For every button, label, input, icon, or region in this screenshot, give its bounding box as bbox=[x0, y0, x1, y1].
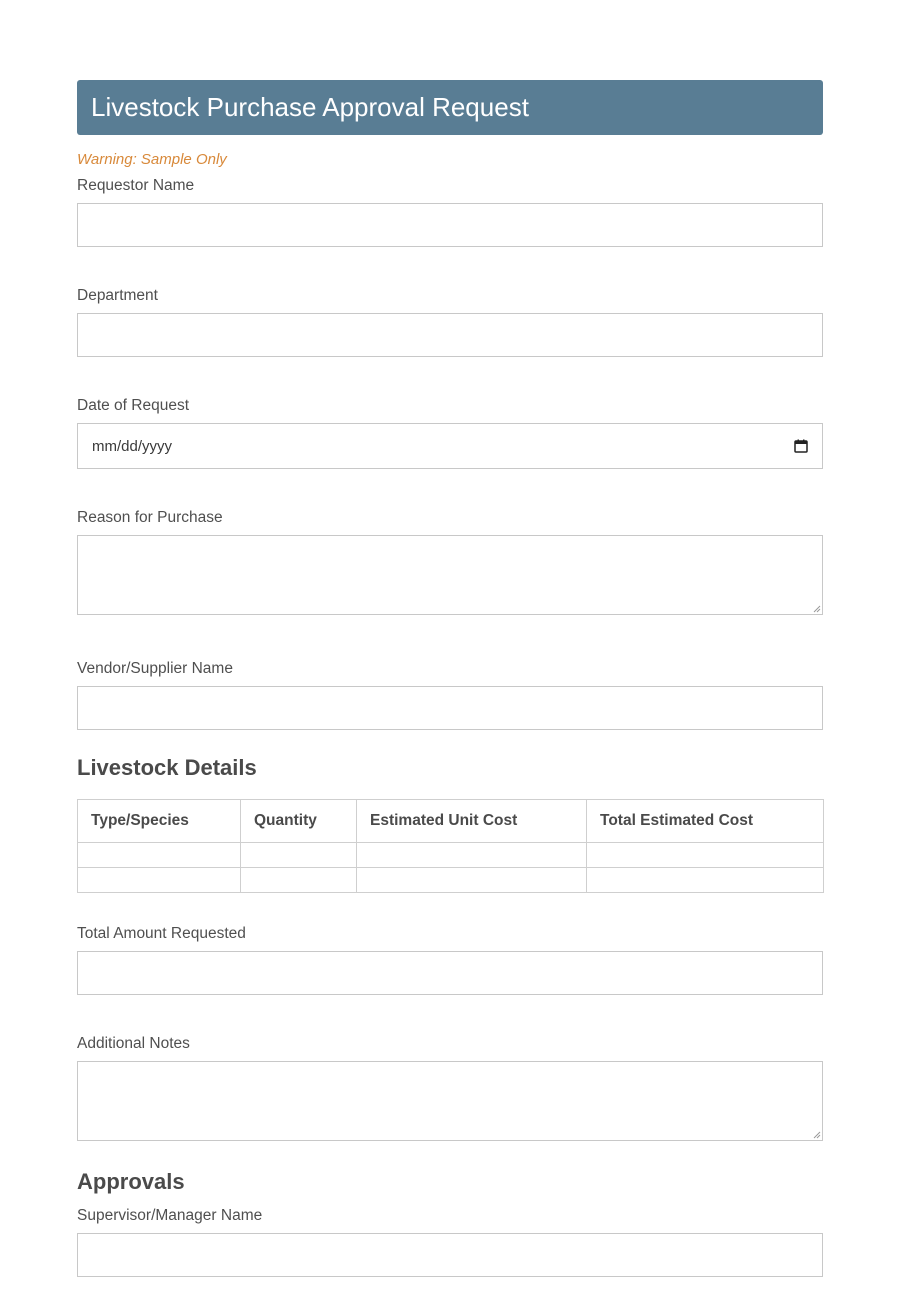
form-title: Livestock Purchase Approval Request bbox=[91, 92, 529, 122]
approvals-heading: Approvals bbox=[77, 1169, 185, 1194]
total-amount-group bbox=[77, 925, 823, 995]
vendor-input[interactable] bbox=[77, 686, 823, 730]
department-label: Department bbox=[77, 287, 158, 304]
table-cell[interactable] bbox=[357, 868, 587, 893]
total-amount-input[interactable] bbox=[77, 951, 823, 995]
form-title-bar bbox=[77, 80, 823, 135]
date-of-request-label: Date of Request bbox=[77, 397, 190, 414]
requestor-name-group bbox=[77, 177, 823, 247]
requestor-name-label: Requestor Name bbox=[77, 177, 195, 194]
table-cell[interactable] bbox=[587, 843, 824, 868]
column-header-quantity: Quantity bbox=[241, 800, 357, 843]
table-row bbox=[78, 843, 824, 868]
table-cell[interactable] bbox=[241, 868, 357, 893]
requestor-name-input[interactable] bbox=[77, 203, 823, 247]
reason-group bbox=[77, 509, 823, 615]
reason-textarea[interactable] bbox=[77, 535, 823, 615]
table-cell[interactable] bbox=[587, 868, 824, 893]
supervisor-name-label: Supervisor/Manager Name bbox=[77, 1207, 263, 1224]
date-placeholder: mm/dd/yyyy bbox=[92, 437, 173, 455]
additional-notes-textarea[interactable] bbox=[77, 1061, 823, 1141]
additional-notes-label: Additional Notes bbox=[77, 1035, 190, 1052]
livestock-details-table bbox=[77, 799, 824, 893]
resize-grip-icon[interactable] bbox=[813, 1131, 821, 1139]
total-amount-label: Total Amount Requested bbox=[77, 925, 246, 942]
department-input[interactable] bbox=[77, 313, 823, 357]
vendor-label: Vendor/Supplier Name bbox=[77, 660, 233, 677]
calendar-icon[interactable] bbox=[794, 439, 808, 453]
approvals-section bbox=[77, 1169, 823, 1277]
column-header-type-species: Type/Species bbox=[78, 800, 241, 843]
sample-warning: Warning: Sample Only bbox=[77, 151, 227, 168]
additional-notes-group bbox=[77, 1035, 823, 1141]
vendor-group bbox=[77, 660, 823, 730]
date-of-request-group bbox=[77, 397, 823, 469]
supervisor-name-input[interactable] bbox=[77, 1233, 823, 1277]
table-cell[interactable] bbox=[357, 843, 587, 868]
date-of-request-input[interactable] bbox=[77, 423, 823, 469]
table-cell[interactable] bbox=[78, 843, 241, 868]
supervisor-name-group bbox=[77, 1207, 823, 1277]
resize-grip-icon[interactable] bbox=[813, 605, 821, 613]
table-cell[interactable] bbox=[241, 843, 357, 868]
column-header-total-cost: Total Estimated Cost bbox=[587, 800, 824, 843]
table-row bbox=[78, 868, 824, 893]
column-header-unit-cost: Estimated Unit Cost bbox=[357, 800, 587, 843]
request-form bbox=[77, 80, 823, 1277]
livestock-details-section bbox=[77, 755, 823, 893]
table-cell[interactable] bbox=[78, 868, 241, 893]
reason-label: Reason for Purchase bbox=[77, 509, 223, 526]
table-header-row bbox=[78, 800, 824, 843]
livestock-details-heading: Livestock Details bbox=[77, 755, 257, 780]
department-group bbox=[77, 287, 823, 357]
